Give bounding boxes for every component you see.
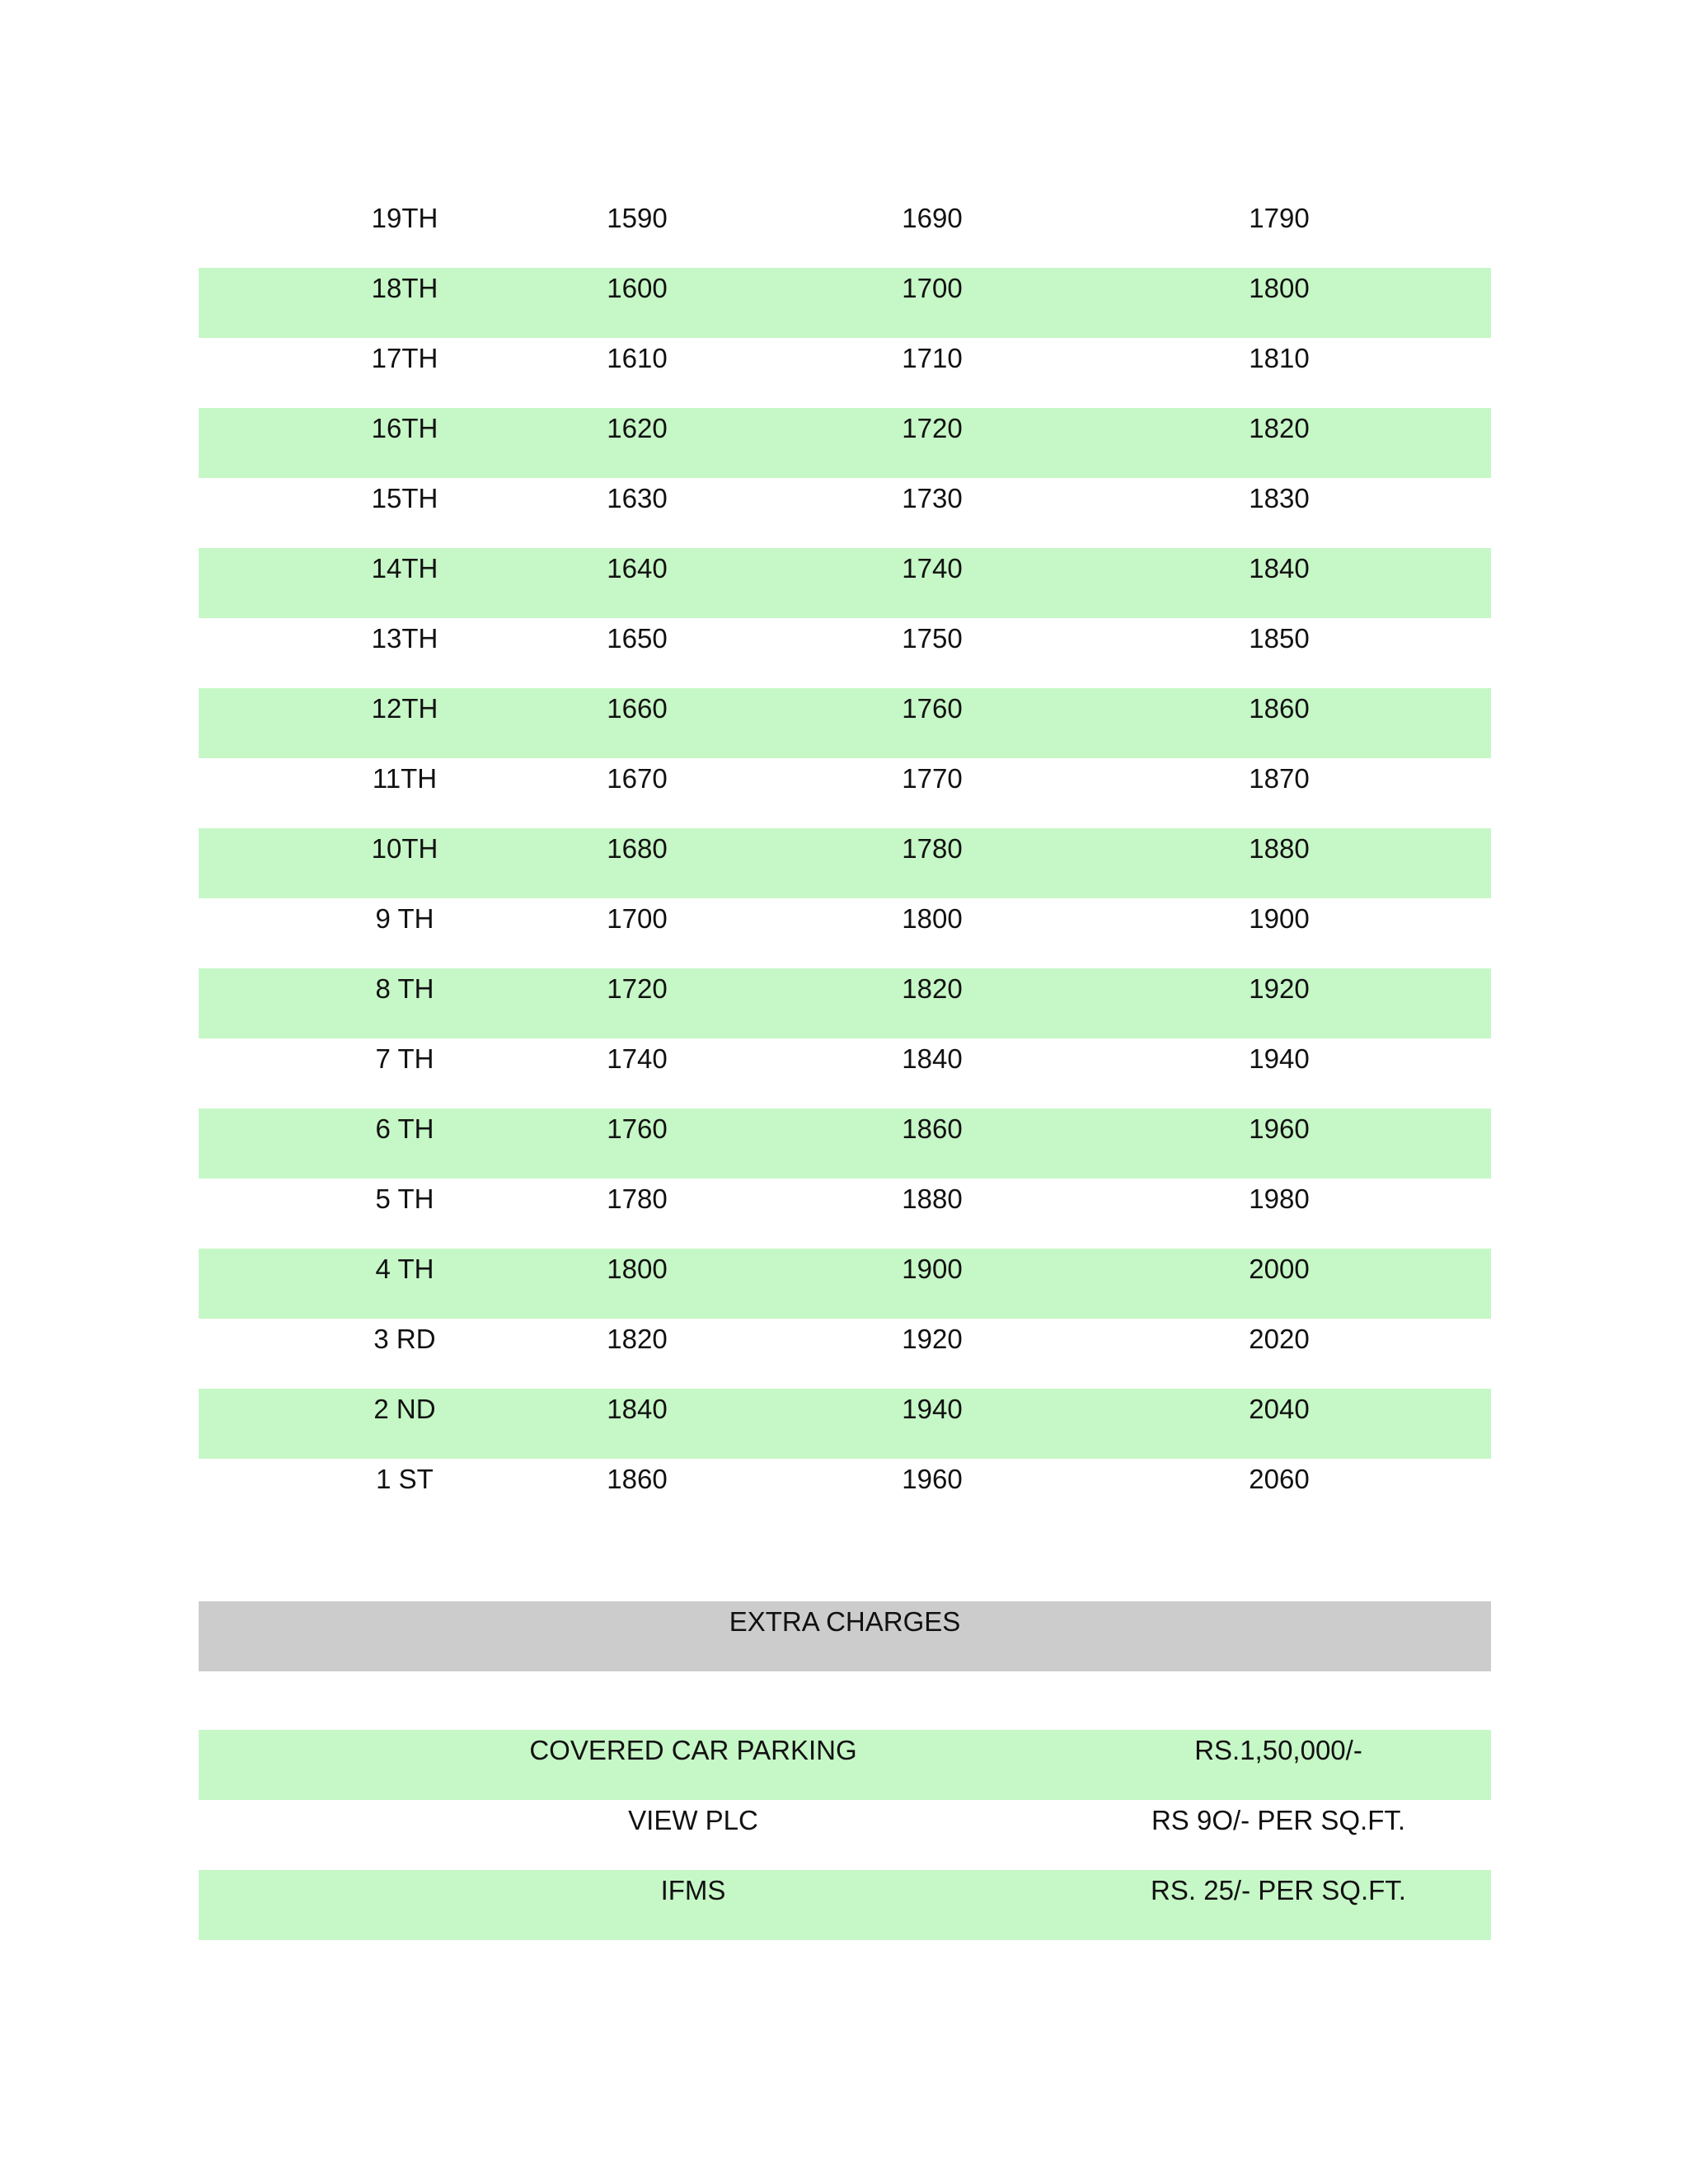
rate-cell: 1630 bbox=[607, 483, 668, 513]
charge-name: IFMS bbox=[660, 1875, 726, 1905]
floor-cell: 4 TH bbox=[375, 1254, 434, 1284]
rate-cell: 1860 bbox=[607, 1464, 668, 1494]
table-row bbox=[199, 1038, 1491, 1108]
extra-charges-header bbox=[199, 1601, 1491, 1671]
table-row bbox=[199, 1459, 1491, 1529]
floor-cell: 16TH bbox=[371, 413, 438, 443]
rate-cell: 1650 bbox=[607, 623, 668, 654]
rate-cell: 1800 bbox=[1249, 273, 1310, 303]
rate-cell: 1920 bbox=[902, 1324, 963, 1354]
rate-cell: 1750 bbox=[902, 623, 963, 654]
floor-cell: 3 RD bbox=[373, 1324, 436, 1354]
table-row bbox=[199, 198, 1491, 268]
rate-cell: 1660 bbox=[607, 693, 668, 724]
table-row bbox=[199, 758, 1491, 828]
table-row bbox=[199, 268, 1491, 338]
rate-cell: 2000 bbox=[1249, 1254, 1310, 1284]
rate-cell: 1960 bbox=[1249, 1113, 1310, 1144]
rate-cell: 1740 bbox=[902, 553, 963, 583]
floor-cell: 18TH bbox=[371, 273, 438, 303]
floor-cell: 15TH bbox=[371, 483, 438, 513]
table-row bbox=[199, 1249, 1491, 1319]
rate-cell: 1610 bbox=[607, 343, 668, 373]
charge-row bbox=[199, 1870, 1491, 1940]
rate-cell: 1800 bbox=[607, 1254, 668, 1284]
rate-cell: 1860 bbox=[1249, 693, 1310, 724]
rate-cell: 1670 bbox=[607, 763, 668, 794]
rate-cell: 1700 bbox=[902, 273, 963, 303]
rate-cell: 1590 bbox=[607, 203, 668, 233]
rate-cell: 1860 bbox=[902, 1113, 963, 1144]
rate-cell: 1720 bbox=[607, 973, 668, 1004]
rate-cell: 1840 bbox=[1249, 553, 1310, 583]
rate-cell: 1740 bbox=[607, 1043, 668, 1074]
rate-cell: 1600 bbox=[607, 273, 668, 303]
rate-cell: 1940 bbox=[1249, 1043, 1310, 1074]
floor-cell: 12TH bbox=[371, 693, 438, 724]
rate-cell: 2060 bbox=[1249, 1464, 1310, 1494]
rate-cell: 1720 bbox=[902, 413, 963, 443]
table-row bbox=[199, 828, 1491, 898]
extra-charges-table bbox=[199, 1730, 1491, 1940]
rate-cell: 1700 bbox=[607, 903, 668, 934]
rate-cell: 1780 bbox=[902, 833, 963, 864]
rate-cell: 1780 bbox=[607, 1183, 668, 1214]
rate-cell: 1790 bbox=[1249, 203, 1310, 233]
table-row bbox=[199, 408, 1491, 478]
table-row bbox=[199, 1108, 1491, 1179]
rate-cell: 1640 bbox=[607, 553, 668, 583]
table-row bbox=[199, 898, 1491, 968]
table-row bbox=[199, 618, 1491, 688]
charge-row bbox=[199, 1730, 1491, 1800]
floor-cell: 2 ND bbox=[373, 1394, 436, 1424]
table-row bbox=[199, 338, 1491, 408]
rate-cell: 1900 bbox=[902, 1254, 963, 1284]
rate-cell: 1920 bbox=[1249, 973, 1310, 1004]
floor-cell: 1 ST bbox=[376, 1464, 434, 1494]
charge-value: RS.1,50,000/- bbox=[1194, 1735, 1362, 1765]
rate-cell: 1960 bbox=[902, 1464, 963, 1494]
rate-cell: 1810 bbox=[1249, 343, 1310, 373]
charge-name: COVERED CAR PARKING bbox=[529, 1735, 857, 1765]
floor-cell: 9 TH bbox=[375, 903, 434, 934]
rate-cell: 1940 bbox=[902, 1394, 963, 1424]
rate-cell: 2020 bbox=[1249, 1324, 1310, 1354]
charge-name: VIEW PLC bbox=[628, 1805, 758, 1835]
rate-cell: 1730 bbox=[902, 483, 963, 513]
rate-cell: 1820 bbox=[1249, 413, 1310, 443]
rate-cell: 1830 bbox=[1249, 483, 1310, 513]
table-row bbox=[199, 1179, 1491, 1249]
rate-cell: 1760 bbox=[607, 1113, 668, 1144]
table-row bbox=[199, 478, 1491, 548]
floor-cell: 5 TH bbox=[375, 1183, 434, 1214]
floor-cell: 7 TH bbox=[375, 1043, 434, 1074]
floor-cell: 13TH bbox=[371, 623, 438, 654]
charge-value: RS 9O/- PER SQ.FT. bbox=[1151, 1805, 1406, 1835]
rate-cell: 1870 bbox=[1249, 763, 1310, 794]
table-row bbox=[199, 1389, 1491, 1459]
rate-cell: 1820 bbox=[902, 973, 963, 1004]
rate-cell: 1770 bbox=[902, 763, 963, 794]
table-row bbox=[199, 968, 1491, 1038]
charge-row bbox=[199, 1800, 1491, 1870]
rate-cell: 1760 bbox=[902, 693, 963, 724]
charge-value: RS. 25/- PER SQ.FT. bbox=[1151, 1875, 1406, 1905]
rate-cell: 1840 bbox=[902, 1043, 963, 1074]
rate-cell: 1900 bbox=[1249, 903, 1310, 934]
floor-cell: 19TH bbox=[371, 203, 438, 233]
rate-cell: 1880 bbox=[902, 1183, 963, 1214]
table-row bbox=[199, 688, 1491, 758]
rate-cell: 1840 bbox=[607, 1394, 668, 1424]
table-row bbox=[199, 1319, 1491, 1389]
floor-cell: 11TH bbox=[372, 763, 438, 794]
rate-cell: 1850 bbox=[1249, 623, 1310, 654]
table-row bbox=[199, 548, 1491, 618]
rate-cell: 1680 bbox=[607, 833, 668, 864]
floor-cell: 8 TH bbox=[375, 973, 434, 1004]
extra-charges-title: EXTRA CHARGES bbox=[729, 1606, 961, 1637]
floor-rate-table bbox=[199, 198, 1491, 1529]
floor-cell: 17TH bbox=[371, 343, 438, 373]
floor-cell: 6 TH bbox=[375, 1113, 434, 1144]
rate-cell: 1820 bbox=[607, 1324, 668, 1354]
rate-cell: 1880 bbox=[1249, 833, 1310, 864]
rate-cell: 1980 bbox=[1249, 1183, 1310, 1214]
rate-cell: 1620 bbox=[607, 413, 668, 443]
rate-cell: 1800 bbox=[902, 903, 963, 934]
rate-cell: 1690 bbox=[902, 203, 963, 233]
rate-cell: 1710 bbox=[902, 343, 963, 373]
floor-cell: 14TH bbox=[371, 553, 438, 583]
rate-cell: 2040 bbox=[1249, 1394, 1310, 1424]
floor-cell: 10TH bbox=[371, 833, 438, 864]
